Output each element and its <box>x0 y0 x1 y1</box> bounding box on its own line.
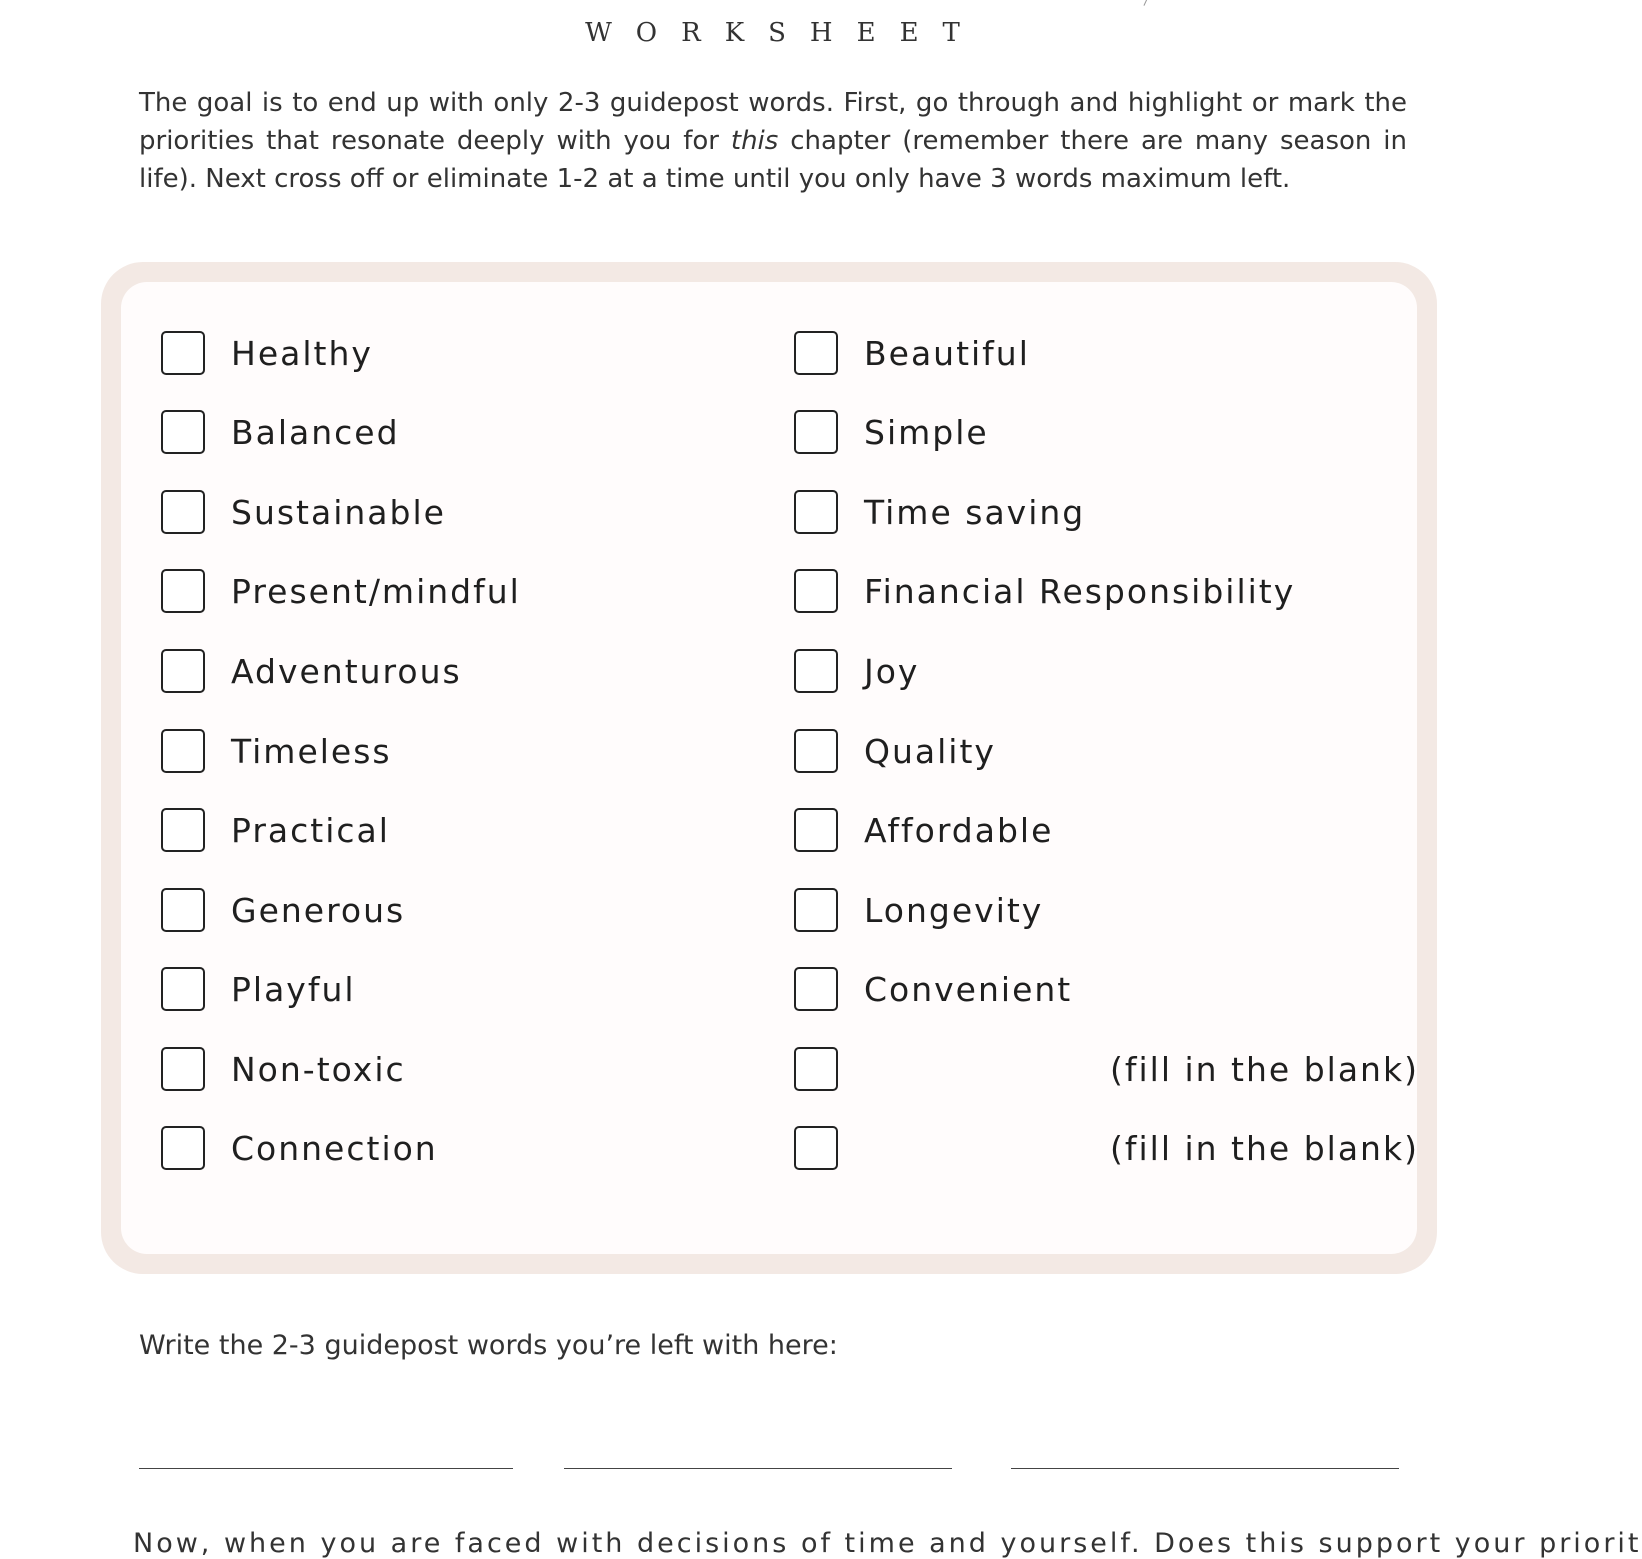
priority-item <box>161 727 392 775</box>
answer-line-1[interactable] <box>139 1468 513 1469</box>
priority-item <box>794 567 1295 615</box>
priority-item <box>794 806 1053 854</box>
intro-text-part2: chapter (remember there are many season in life). Next cross off or eliminate 1-2 at a time until you only have 3 words maximum left. <box>139 126 1407 194</box>
checkbox[interactable] <box>161 1047 205 1091</box>
fill-in-label: (fill in the blank) <box>1110 1049 1419 1089</box>
priority-label: Present/mindful <box>231 571 521 611</box>
priority-item <box>794 886 1043 934</box>
priority-item <box>161 329 373 377</box>
checkbox[interactable] <box>794 649 838 693</box>
priority-item <box>161 567 521 615</box>
priority-label: Joy <box>864 651 920 691</box>
checkbox[interactable] <box>794 729 838 773</box>
priority-label: Sustainable <box>231 492 446 532</box>
checkbox[interactable] <box>161 490 205 534</box>
priority-label: Practical <box>231 810 390 850</box>
intro-paragraph <box>139 84 1407 198</box>
checkbox[interactable] <box>161 649 205 693</box>
priority-item <box>794 965 1072 1013</box>
priority-item <box>161 965 356 1013</box>
priority-item <box>161 1124 438 1172</box>
priority-item <box>794 329 1030 377</box>
priorities-panel <box>101 262 1437 1274</box>
checkbox[interactable] <box>161 729 205 773</box>
priority-item <box>161 408 400 456</box>
priority-label: Playful <box>231 969 356 1009</box>
priority-label: Connection <box>231 1128 438 1168</box>
checkbox[interactable] <box>161 410 205 454</box>
priority-label: Time saving <box>864 492 1086 532</box>
priority-label: Beautiful <box>864 333 1030 373</box>
checkbox[interactable] <box>161 331 205 375</box>
priority-label: Convenient <box>864 969 1073 1009</box>
checkbox[interactable] <box>794 331 838 375</box>
priority-item <box>161 1045 406 1093</box>
priority-label: Longevity <box>864 890 1044 930</box>
priority-item <box>794 408 989 456</box>
checkbox[interactable] <box>161 888 205 932</box>
priority-label: Generous <box>231 890 406 930</box>
priority-label: Simple <box>864 412 989 452</box>
checkbox[interactable] <box>161 569 205 613</box>
priority-item <box>794 488 1085 536</box>
checkbox[interactable] <box>794 808 838 852</box>
priorities-panel-inner <box>121 282 1417 1254</box>
checkbox[interactable] <box>794 410 838 454</box>
intro-emphasis: this <box>730 126 779 156</box>
footer-text-partial: Now, when you are faced with decisions of time and yourself. Does this support your priorit <box>133 1528 1642 1559</box>
answer-prompt: Write the 2-3 guidepost words you’re left with here: <box>139 1330 838 1361</box>
checkbox[interactable] <box>794 967 838 1011</box>
answer-line-3[interactable] <box>1011 1468 1399 1469</box>
priority-item <box>161 647 462 695</box>
priority-item <box>794 727 996 775</box>
fill-in-label: (fill in the blank) <box>1110 1128 1419 1168</box>
intro-text-part1: The goal is to end up with only 2-3 guidepost words. First, go through and highlight or mark the priorities that resonate deeply with you for <box>139 88 1407 156</box>
fill-in-item <box>794 1124 1419 1172</box>
checkbox[interactable] <box>161 967 205 1011</box>
priority-label: Adventurous <box>231 651 462 691</box>
decorative-mark <box>1134 0 1148 6</box>
priority-label: Timeless <box>231 731 392 771</box>
worksheet-title: WORKSHEET <box>585 18 984 48</box>
priority-item <box>794 647 919 695</box>
checkbox[interactable] <box>794 1047 838 1091</box>
checkbox[interactable] <box>794 1126 838 1170</box>
answer-line-2[interactable] <box>564 1468 952 1469</box>
priority-label: Balanced <box>231 412 400 452</box>
checkbox[interactable] <box>161 808 205 852</box>
checkbox[interactable] <box>161 1126 205 1170</box>
checkbox[interactable] <box>794 490 838 534</box>
priority-item <box>161 886 405 934</box>
priority-label: Quality <box>864 731 996 771</box>
priority-label: Healthy <box>231 333 373 373</box>
priority-label: Financial Responsibility <box>864 571 1296 611</box>
priority-item <box>161 806 390 854</box>
checkbox[interactable] <box>794 569 838 613</box>
priority-label: Affordable <box>864 810 1054 850</box>
priority-label: Non-toxic <box>231 1049 406 1089</box>
priority-item <box>161 488 446 536</box>
fill-in-item <box>794 1045 1419 1093</box>
checkbox[interactable] <box>794 888 838 932</box>
